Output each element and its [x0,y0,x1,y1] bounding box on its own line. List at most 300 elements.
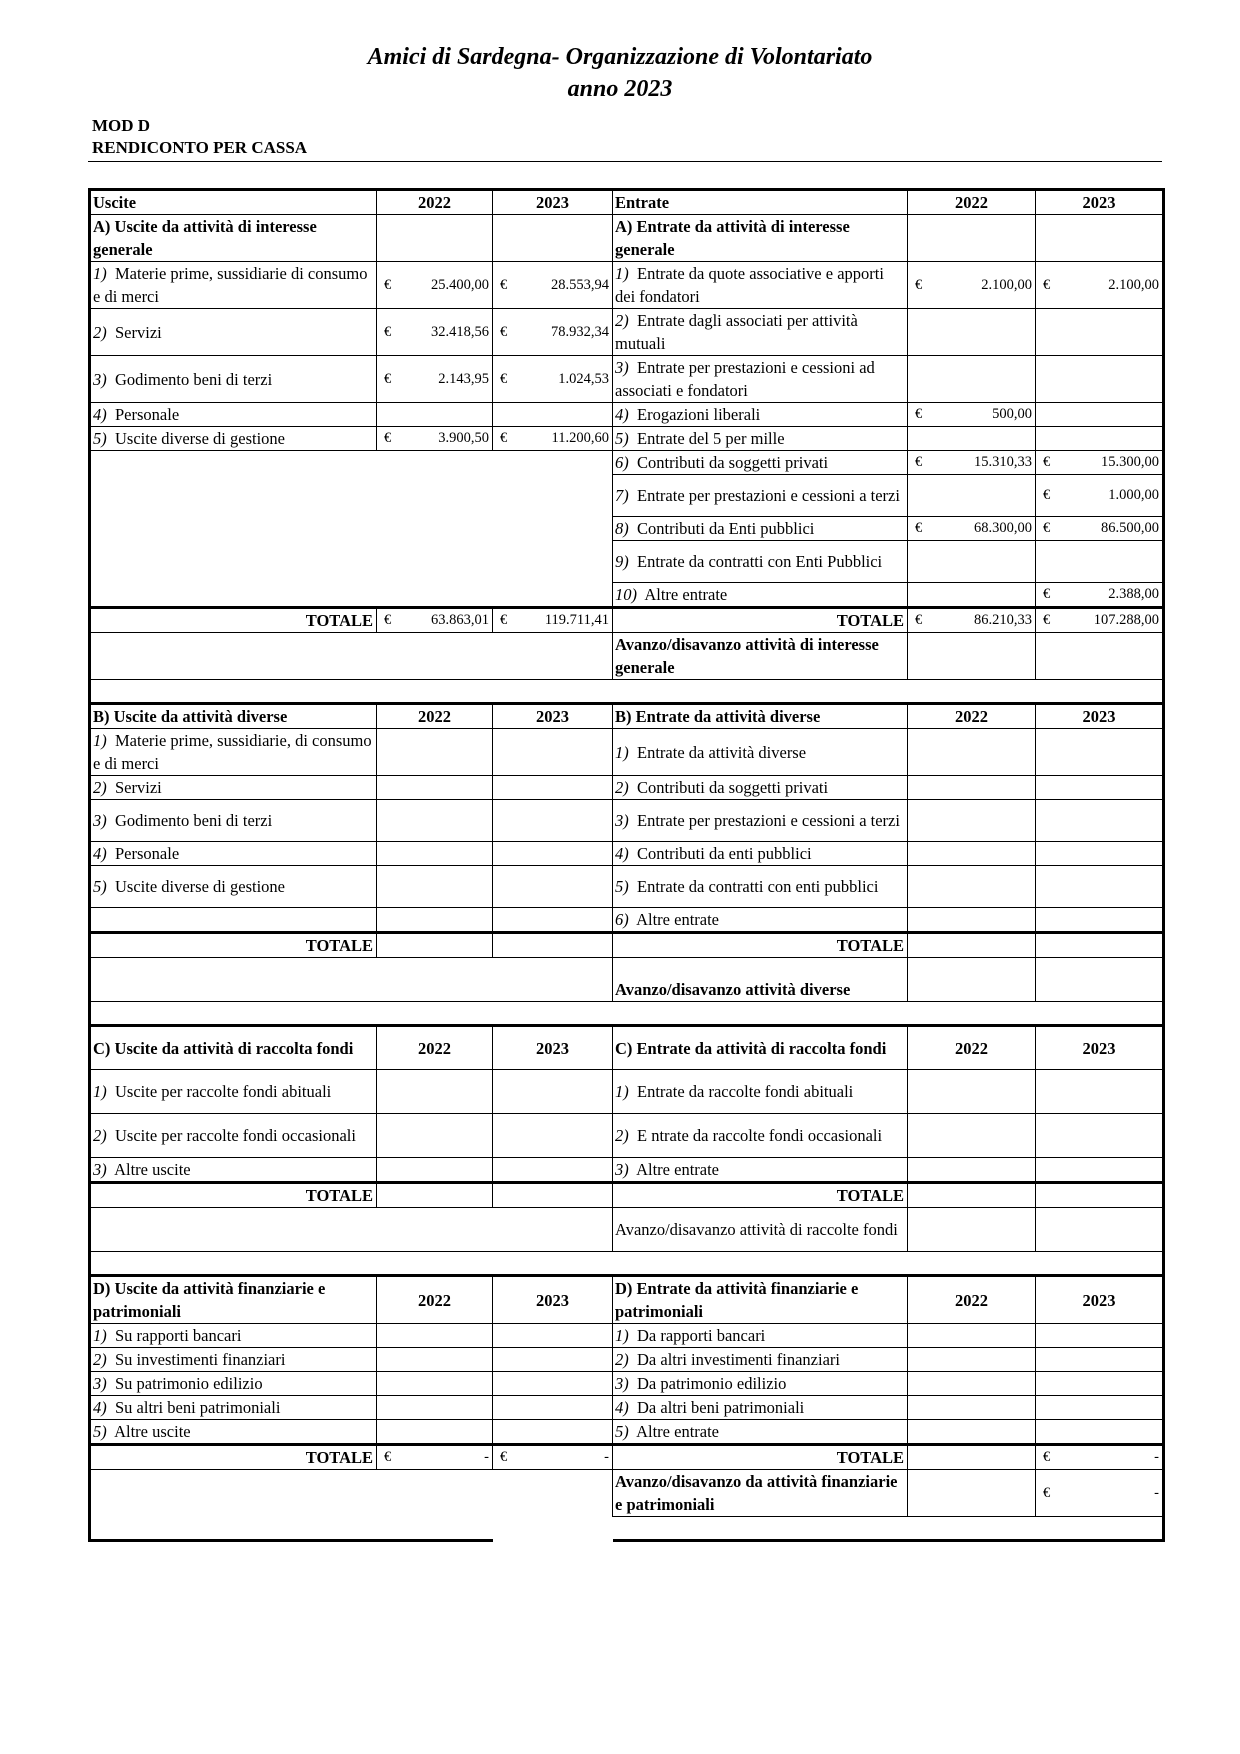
amount-cell [908,1183,1036,1208]
item-label: Entrate per prestazioni e cessioni ad associati e fondatori [615,358,875,400]
table-row [90,800,1164,842]
amount-cell [908,1396,1036,1420]
table-row [90,451,1164,475]
form-subtitle: RENDICONTO PER CASSA [92,138,308,157]
item-number: 3) [615,1374,629,1393]
item-label: Altre entrate [636,1422,720,1441]
item-label: Da altri investimenti finanziari [637,1350,840,1369]
amount-cell [377,1114,493,1158]
entrate-b-item [613,776,908,800]
item-number: 5) [93,877,107,896]
currency-symbol: € [1043,454,1051,470]
amount-cell [908,1372,1036,1396]
uscite-b-item [90,866,377,908]
year-2022-header: 2022 [908,1276,1036,1324]
item-number: 2) [93,1350,107,1369]
entrate-d-totale-label: TOTALE [613,1445,908,1470]
amount-cell [493,1070,613,1114]
item-label: Entrate da contratti con Enti Pubblici [637,552,883,571]
entrate-a-item [613,309,908,356]
empty-cell [90,451,377,475]
empty-cell [377,583,493,608]
table-row [90,1372,1164,1396]
amount-cell [493,908,613,933]
amount-cell [377,800,493,842]
empty-cell [90,583,377,608]
amount-cell [908,1070,1036,1114]
amount-cell [1036,309,1164,356]
item-label: Da altri beni patrimoniali [637,1398,805,1417]
amount-cell [908,1348,1036,1372]
item-number: 3) [93,369,107,389]
currency-symbol: € [915,406,923,422]
year-2022-header: 2022 [908,190,1036,215]
amount-value: 119.711,41 [544,612,609,628]
table-row [90,1183,1164,1208]
table-row [90,1470,1164,1517]
section-d-entrate-title: D) Entrate da attività finanziarie e patrimoniali [613,1276,908,1324]
currency-symbol: € [915,612,923,628]
item-label: Godimento beni di terzi [115,811,273,830]
table-row [90,1114,1164,1158]
amount-cell [908,583,1036,608]
item-number: 4) [93,844,107,863]
table-row [90,403,1164,427]
table-row [90,541,1164,583]
amount-cell [493,1372,613,1396]
amount-cell [1036,1420,1164,1445]
empty-cell [377,517,493,541]
section-d-uscite-title: D) Uscite da attività finanziarie e patrimoniali [90,1276,377,1324]
entrate-c-item [613,1070,908,1114]
amount-cell [493,262,613,309]
avanzo-b-2023 [1036,958,1164,1002]
item-number: 2) [615,311,629,330]
item-label: Materie prime, sussidiarie, di consumo e di merci [93,731,372,773]
amount-cell [493,427,613,451]
entrate-a-item [613,427,908,451]
item-number: 2) [615,1126,629,1145]
amount-cell [377,403,493,427]
amount-cell [1036,475,1164,517]
entrate-d-item [613,1420,908,1445]
empty-cell [90,908,377,933]
amount-cell [493,309,613,356]
amount-cell [1036,776,1164,800]
amount-cell [493,800,613,842]
amount-value: 28.553,94 [551,276,609,293]
item-number: 5) [93,429,107,448]
currency-symbol: € [1043,520,1051,536]
amount-cell [908,517,1036,541]
item-number: 2) [93,1126,107,1145]
uscite-b-totale-label: TOTALE [90,933,377,958]
empty-cell [377,475,493,517]
amount-cell [908,356,1036,403]
item-label: Entrate da raccolte fondi abituali [637,1082,854,1101]
item-label: Da rapporti bancari [637,1326,766,1345]
spacer-gap [493,1517,613,1541]
amount-cell [493,776,613,800]
avanzo-a-label: Avanzo/disavanzo attività di interesse generale [613,633,908,680]
empty-cell [90,1208,613,1252]
amount-cell [908,427,1036,451]
item-label: Entrate per prestazioni e cessioni a terzi [637,811,900,830]
table-row [90,680,1164,704]
year-2022-header: 2022 [377,1026,493,1070]
amount-cell [908,1114,1036,1158]
table-row [90,517,1164,541]
uscite-d-totale-label: TOTALE [90,1445,377,1470]
item-number: 5) [615,429,629,448]
item-label: Personale [115,844,180,863]
item-label: Materie prime, sussidiarie di consumo e di merci [93,264,368,306]
empty-cell [493,451,613,475]
entrate-a-totale-2022 [908,608,1036,633]
table-row [90,608,1164,633]
year-2023-header: 2023 [493,704,613,729]
avanzo-c-label: Avanzo/disavanzo attività di raccolte fondi [613,1208,908,1252]
currency-symbol: € [384,276,392,293]
year-2022-header: 2022 [908,1026,1036,1070]
amount-value: 500,00 [992,406,1032,422]
empty-cell [377,215,493,262]
uscite-c-item [90,1158,377,1183]
item-label: Entrate da quote associative e apporti dei fondatori [615,264,884,306]
amount-cell [493,1183,613,1208]
amount-value: 78.932,34 [551,323,609,340]
item-label: Uscite diverse di gestione [115,877,285,896]
amount-cell [377,356,493,403]
empty-cell [493,541,613,583]
section-a-entrate-title: A) Entrate da attività di interesse generale [613,215,908,262]
item-label: Contributi da soggetti privati [637,778,829,797]
amount-value: 1.000,00 [1108,487,1159,503]
amount-cell [908,1445,1036,1470]
amount-cell [908,933,1036,958]
item-number: 1) [93,731,107,750]
amount-cell [1036,933,1164,958]
table-row [90,1276,1164,1324]
avanzo-d-label: Avanzo/disavanzo da attività finanziarie e patrimoniali [613,1470,908,1517]
table-row [90,356,1164,403]
amount-cell [908,729,1036,776]
entrate-d-item [613,1396,908,1420]
table-row [90,866,1164,908]
amount-cell [377,262,493,309]
amount-value: 11.200,60 [551,430,609,446]
section-b-entrate-title: B) Entrate da attività diverse [613,704,908,729]
item-label: Entrate da attività diverse [637,742,807,762]
amount-cell [377,1070,493,1114]
empty-cell [90,517,377,541]
item-number: 3) [615,811,629,830]
amount-cell [377,1372,493,1396]
uscite-a-item [90,403,377,427]
item-number: 5) [615,1422,629,1441]
year-2023-header: 2023 [1036,1026,1164,1070]
uscite-a-totale-2022 [377,608,493,633]
table-row [90,583,1164,608]
table-row [90,1420,1164,1445]
year-2023-header: 2023 [493,1276,613,1324]
uscite-a-totale-label: TOTALE [90,608,377,633]
uscite-c-item [90,1070,377,1114]
amount-cell [1036,517,1164,541]
entrate-a-item [613,583,908,608]
uscite-d-totale-2022 [377,1445,493,1470]
year-2023-header: 2023 [493,1026,613,1070]
entrate-b-item [613,866,908,908]
document-title: Amici di Sardegna- Organizzazione di Volontariato [367,44,873,70]
amount-cell [1036,262,1164,309]
currency-symbol: € [915,520,923,536]
amount-cell [908,800,1036,842]
amount-value: - [604,1449,609,1465]
amount-cell [493,403,613,427]
item-number: 7) [615,486,629,505]
amount-cell [493,729,613,776]
uscite-d-item [90,1348,377,1372]
amount-cell [908,842,1036,866]
avanzo-b-2022 [908,958,1036,1002]
entrate-b-item [613,800,908,842]
section-b-uscite-title: B) Uscite da attività diverse [90,704,377,729]
uscite-a-item [90,356,377,403]
item-number: 3) [93,811,107,830]
table-row [90,1252,1164,1276]
item-label: Erogazioni liberali [637,405,761,424]
currency-symbol: € [384,430,392,446]
amount-cell [377,1324,493,1348]
item-number: 2) [615,778,629,797]
avanzo-a-2023 [1036,633,1164,680]
avanzo-a-2022 [908,633,1036,680]
uscite-c-totale-label: TOTALE [90,1183,377,1208]
rendiconto-table [88,188,1165,1542]
document-year: anno 2023 [567,76,673,102]
amount-cell [1036,451,1164,475]
amount-value: 32.418,56 [431,323,489,340]
currency-symbol: € [1043,1449,1051,1465]
item-label: Uscite diverse di gestione [115,429,285,448]
item-label: Contributi da Enti pubblici [637,519,815,538]
avanzo-d-2023 [1036,1470,1164,1517]
rendiconto-grid [88,188,1162,1542]
table-row [90,908,1164,933]
currency-symbol: € [500,323,508,340]
amount-cell [1036,1158,1164,1183]
item-label: Su patrimonio edilizio [115,1374,263,1393]
table-row [90,262,1164,309]
currency-symbol: € [500,1449,508,1465]
currency-symbol: € [384,612,392,628]
amount-cell [908,475,1036,517]
amount-cell [377,776,493,800]
amount-cell [377,1348,493,1372]
uscite-c-item [90,1114,377,1158]
table-row [90,1348,1164,1372]
empty-cell [90,633,613,680]
item-label: Altre entrate [644,585,728,604]
item-label: Su investimenti finanziari [115,1350,286,1369]
amount-cell [1036,1070,1164,1114]
amount-cell [1036,583,1164,608]
amount-value: 3.900,50 [438,430,489,446]
amount-cell [377,427,493,451]
spacer [90,1517,493,1541]
item-label: Altre uscite [114,1422,191,1441]
item-label: Su altri beni patrimoniali [115,1398,281,1417]
spacer [613,1517,1164,1541]
entrate-a-item [613,356,908,403]
amount-cell [377,1420,493,1445]
uscite-d-item [90,1396,377,1420]
amount-value: 63.863,01 [431,612,489,628]
amount-cell [377,1183,493,1208]
item-number: 1) [93,1082,107,1101]
item-number: 5) [615,877,629,896]
amount-cell [1036,427,1164,451]
uscite-a-item [90,309,377,356]
item-number: 5) [93,1422,107,1441]
item-number: 3) [93,1160,107,1179]
table-row [90,1445,1164,1470]
uscite-a-item [90,427,377,451]
header-divider [88,161,1162,162]
currency-symbol: € [384,323,392,340]
table-row [90,190,1164,215]
avanzo-b-label: Avanzo/disavanzo attività diverse [613,958,908,1002]
amount-cell [377,933,493,958]
amount-cell [1036,1324,1164,1348]
amount-cell [377,729,493,776]
amount-cell [1036,356,1164,403]
entrate-c-totale-label: TOTALE [613,1183,908,1208]
empty-cell [908,215,1036,262]
section-a-uscite-title: A) Uscite da attività di interesse generale [90,215,377,262]
entrate-a-item [613,451,908,475]
spacer [90,1252,1164,1276]
item-label: Personale [115,405,180,424]
amount-value: 15.300,00 [1101,454,1159,470]
uscite-d-totale-2023 [493,1445,613,1470]
amount-value: 25.400,00 [431,276,489,293]
amount-cell [1036,403,1164,427]
empty-cell [493,215,613,262]
entrate-a-totale-2023 [1036,608,1164,633]
amount-value: - [1154,1484,1159,1501]
amount-cell [908,403,1036,427]
currency-symbol: € [1043,612,1051,628]
uscite-a-item [90,262,377,309]
year-2023-header: 2023 [1036,190,1164,215]
table-row [90,1002,1164,1026]
item-number: 3) [93,1374,107,1393]
amount-cell [493,842,613,866]
item-label: Uscite per raccolte fondi abituali [115,1082,332,1101]
table-row [90,842,1164,866]
item-number: 8) [615,519,629,538]
empty-cell [90,1470,613,1517]
table-row [90,1396,1164,1420]
entrate-c-item [613,1114,908,1158]
item-label: Altre entrate [636,1160,720,1179]
entrate-d-totale-2023 [1036,1445,1164,1470]
item-label: Altre entrate [636,910,720,929]
entrate-b-item [613,729,908,776]
uscite-b-item [90,800,377,842]
item-number: 4) [615,844,629,863]
item-number: 1) [93,1326,107,1345]
uscite-header: Uscite [90,190,377,215]
item-label: Godimento beni di terzi [115,369,273,389]
empty-cell [493,475,613,517]
amount-cell [493,866,613,908]
table-row [90,475,1164,517]
currency-symbol: € [915,276,923,293]
amount-cell [908,1420,1036,1445]
entrate-c-item [613,1158,908,1183]
amount-cell [377,309,493,356]
amount-value: - [484,1449,489,1465]
amount-value: - [1154,1449,1159,1465]
uscite-b-item [90,842,377,866]
section-c-entrate-title: C) Entrate da attività di raccolta fondi [613,1026,908,1070]
amount-cell [908,866,1036,908]
table-row [90,427,1164,451]
currency-symbol: € [1043,276,1051,293]
item-label: Entrate da contratti con enti pubblici [637,877,879,896]
item-label: E ntrate da raccolte fondi occasionali [637,1126,883,1145]
currency-symbol: € [500,612,508,628]
amount-cell [1036,1183,1164,1208]
year-2022-header: 2022 [377,1276,493,1324]
amount-value: 2.143,95 [438,370,489,387]
uscite-d-item [90,1420,377,1445]
entrate-a-item [613,541,908,583]
entrate-b-item [613,842,908,866]
table-row [90,1208,1164,1252]
entrate-a-item [613,517,908,541]
form-code: MOD D [92,116,151,135]
item-label: Entrate per prestazioni e cessioni a terzi [637,486,900,505]
item-number: 2) [615,1350,629,1369]
item-number: 2) [93,322,107,342]
item-label: Contributi da enti pubblici [637,844,812,863]
avanzo-c-2022 [908,1208,1036,1252]
avanzo-c-2023 [1036,1208,1164,1252]
table-row [90,1158,1164,1183]
amount-cell [377,1396,493,1420]
year-2022-header: 2022 [377,704,493,729]
amount-cell [1036,1348,1164,1372]
currency-symbol: € [1043,586,1051,602]
currency-symbol: € [500,430,508,446]
uscite-d-item [90,1372,377,1396]
amount-cell [493,1158,613,1183]
item-number: 9) [615,552,629,571]
item-number: 10) [615,585,637,604]
currency-symbol: € [500,276,508,293]
entrate-header: Entrate [613,190,908,215]
amount-value: 86.210,33 [974,612,1032,628]
item-number: 4) [93,405,107,424]
table-row [90,729,1164,776]
amount-cell [377,866,493,908]
table-row [90,933,1164,958]
item-label: Altre uscite [114,1160,191,1179]
